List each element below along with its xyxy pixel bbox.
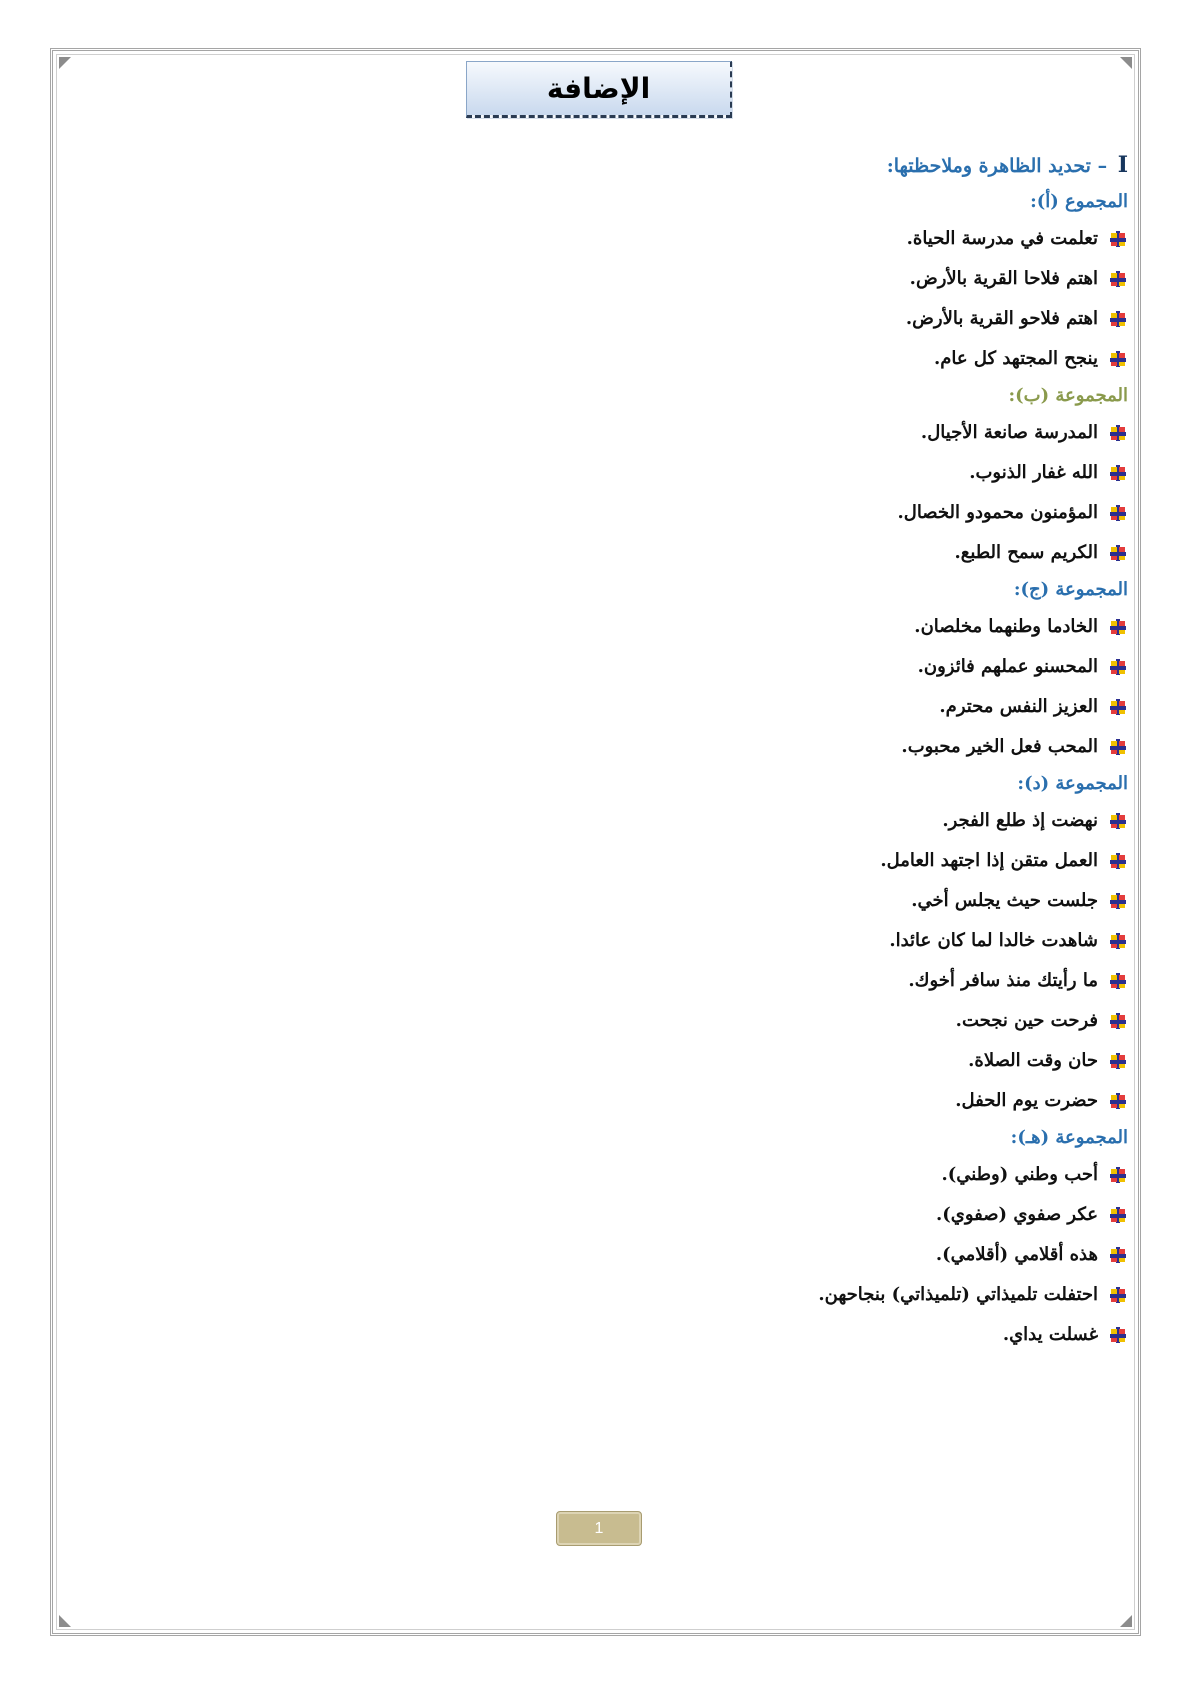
list-item-text: المحسنو عملهم فائزون. <box>917 656 1098 677</box>
plus-bullet-icon <box>1108 543 1128 563</box>
list-item <box>128 1001 1128 1041</box>
list-item <box>128 493 1128 533</box>
plus-bullet-icon <box>1108 811 1128 831</box>
plus-bullet-icon <box>1108 697 1128 717</box>
plus-bullet-icon <box>1108 891 1128 911</box>
section-heading-text: – تحديد الظاهرة وملاحظتها: <box>886 155 1108 177</box>
list-item <box>128 1081 1128 1121</box>
plus-bullet-icon <box>1108 229 1128 249</box>
plus-bullet-icon <box>1108 737 1128 757</box>
section-number: I <box>1117 152 1128 178</box>
list-item-text: اهتم فلاحا القرية بالأرض. <box>909 268 1098 289</box>
plus-bullet-icon <box>1108 463 1128 483</box>
plus-bullet-icon <box>1108 1051 1128 1071</box>
group-label: المجموع (أ): <box>1030 191 1128 212</box>
corner-ornament <box>1120 57 1132 69</box>
list-item <box>128 299 1128 339</box>
list-item-text: المحب فعل الخير محبوب. <box>901 736 1098 757</box>
group-label: المجموعة (د): <box>1017 773 1128 794</box>
list-item <box>128 339 1128 379</box>
list-item <box>128 801 1128 841</box>
list-item-text: العمل متقن إذا اجتهد العامل. <box>880 850 1098 871</box>
list-item-text: ينجح المجتهد كل عام. <box>933 348 1098 369</box>
corner-ornament <box>59 1615 71 1627</box>
plus-bullet-icon <box>1108 309 1128 329</box>
list-item <box>128 453 1128 493</box>
list-item-text: المدرسة صانعة الأجيال. <box>920 422 1098 443</box>
plus-bullet-icon <box>1108 931 1128 951</box>
list-item <box>128 921 1128 961</box>
list-item <box>128 647 1128 687</box>
list-item <box>128 413 1128 453</box>
page-title: الإضافة <box>546 72 651 105</box>
plus-bullet-icon <box>1108 349 1128 369</box>
list-item <box>128 841 1128 881</box>
plus-bullet-icon <box>1108 1285 1128 1305</box>
list-item-text: اهتم فلاحو القرية بالأرض. <box>905 308 1098 329</box>
plus-bullet-icon <box>1108 269 1128 289</box>
list-item-text: الله غفار الذنوب. <box>969 462 1098 483</box>
list-item-text: هذه أقلامي (أقلامي). <box>935 1244 1098 1265</box>
list-item-text: احتفلت تلميذاتي (تلميذاتي) بنجاحهن. <box>818 1284 1098 1305</box>
list-item <box>128 1315 1128 1355</box>
plus-bullet-icon <box>1108 851 1128 871</box>
page-number: 1 <box>556 1511 642 1546</box>
list-item <box>128 881 1128 921</box>
list-item <box>128 961 1128 1001</box>
plus-bullet-icon <box>1108 617 1128 637</box>
list-item-text: عكر صفوي (صفوي). <box>936 1204 1098 1225</box>
list-item <box>128 1195 1128 1235</box>
list-item-text: الخادما وطنهما مخلصان. <box>914 616 1098 637</box>
list-item <box>128 259 1128 299</box>
plus-bullet-icon <box>1108 657 1128 677</box>
group-label: المجموعة (هـ): <box>1010 1127 1128 1148</box>
group-label: المجموعة (ج): <box>1013 579 1128 600</box>
plus-bullet-icon <box>1108 1245 1128 1265</box>
list-item-text: جلست حيث يجلس أخي. <box>911 890 1098 911</box>
corner-ornament <box>1120 1615 1132 1627</box>
title-box <box>466 61 732 118</box>
list-item <box>128 1235 1128 1275</box>
plus-bullet-icon <box>1108 971 1128 991</box>
plus-bullet-icon <box>1108 1205 1128 1225</box>
plus-bullet-icon <box>1108 1011 1128 1031</box>
corner-ornament <box>59 57 71 69</box>
list-item-text: المؤمنون محمودو الخصال. <box>897 502 1098 523</box>
list-item <box>128 1155 1128 1195</box>
group-label: المجموعة (ب): <box>1008 385 1128 406</box>
plus-bullet-icon <box>1108 1165 1128 1185</box>
list-item <box>128 219 1128 259</box>
document-body <box>128 145 1128 1355</box>
list-item-text: تعلمت في مدرسة الحياة. <box>906 228 1098 249</box>
list-item <box>128 607 1128 647</box>
plus-bullet-icon <box>1108 423 1128 443</box>
list-item-text: حان وقت الصلاة. <box>968 1050 1098 1071</box>
plus-bullet-icon <box>1108 503 1128 523</box>
list-item-text: شاهدت خالدا لما كان عائدا. <box>889 930 1098 951</box>
list-item <box>128 727 1128 767</box>
list-item <box>128 1041 1128 1081</box>
list-item-text: حضرت يوم الحفل. <box>955 1090 1098 1111</box>
list-item-text: ما رأيتك منذ سافر أخوك. <box>908 970 1098 991</box>
plus-bullet-icon <box>1108 1325 1128 1345</box>
plus-bullet-icon <box>1108 1091 1128 1111</box>
list-item-text: نهضت إذ طلع الفجر. <box>942 810 1098 831</box>
section-heading <box>128 145 1128 185</box>
list-item-text: العزيز النفس محترم. <box>939 696 1098 717</box>
list-item-text: الكريم سمح الطبع. <box>954 542 1098 563</box>
list-item-text: فرحت حين نجحت. <box>955 1010 1098 1031</box>
list-item <box>128 687 1128 727</box>
list-item-text: أحب وطني (وطني). <box>941 1164 1098 1185</box>
list-item-text: غسلت يداي. <box>1002 1324 1098 1345</box>
list-item <box>128 1275 1128 1315</box>
list-item <box>128 533 1128 573</box>
